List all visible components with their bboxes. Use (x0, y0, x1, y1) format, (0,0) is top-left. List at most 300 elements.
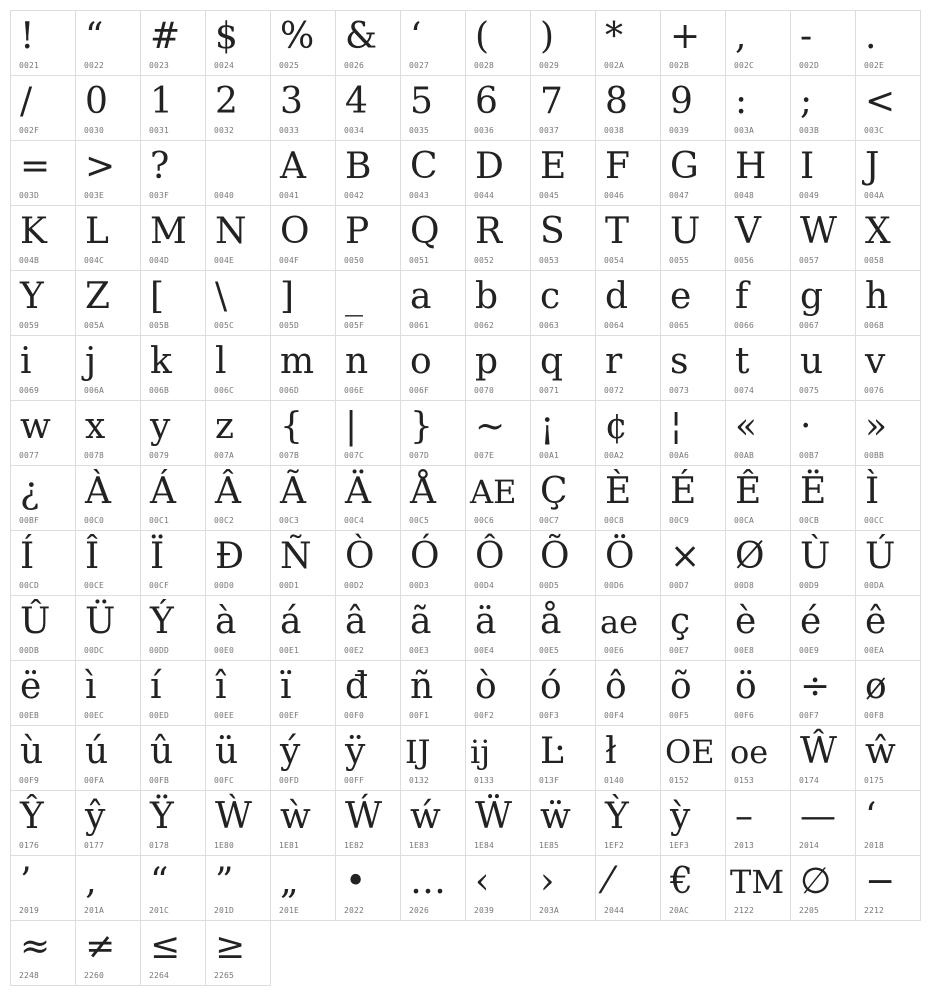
glyph-code-label: 0057 (799, 256, 820, 265)
glyph-code-label: 0072 (604, 386, 625, 395)
glyph-character: l (215, 341, 227, 382)
glyph-cell (530, 725, 596, 791)
glyph-code-label: 00D8 (734, 581, 755, 590)
glyph-code-label: 00F7 (799, 711, 820, 720)
glyph-cell (400, 725, 466, 791)
glyph-cell (270, 725, 336, 791)
glyph-character: ≈ (20, 926, 51, 967)
glyph-character: ~ (475, 406, 506, 447)
glyph-code-label: 00CF (149, 581, 170, 590)
glyph-character: ì (85, 666, 97, 707)
glyph-cell (660, 530, 726, 596)
glyph-cell (595, 400, 661, 466)
glyph-character: o (410, 341, 432, 382)
glyph-cell (400, 335, 466, 401)
glyph-character: … (410, 861, 446, 902)
glyph-cell (75, 335, 141, 401)
glyph-code-label: 0048 (734, 191, 755, 200)
glyph-character: 3 (280, 81, 303, 122)
glyph-cell (400, 10, 466, 76)
glyph-character: ó (540, 666, 562, 707)
glyph-character: ( (475, 16, 490, 57)
glyph-character: ÿ (345, 731, 366, 772)
glyph-character: Ŀ (540, 731, 564, 772)
glyph-cell (400, 660, 466, 726)
glyph-cell (400, 140, 466, 206)
glyph-character: ø (865, 666, 887, 707)
glyph-cell (270, 140, 336, 206)
glyph-cell (725, 660, 791, 726)
glyph-code-label: 002A (604, 61, 625, 70)
glyph-cell (10, 725, 76, 791)
glyph-cell (790, 595, 856, 661)
glyph-cell (855, 400, 921, 466)
glyph-character: ẁ (280, 796, 311, 837)
glyph-character: V (735, 211, 761, 252)
glyph-code-label: 0054 (604, 256, 625, 265)
glyph-cell (140, 855, 206, 921)
glyph-character: 0 (85, 81, 108, 122)
glyph-character: · (800, 406, 812, 447)
glyph-cell (75, 10, 141, 76)
glyph-code-label: 005C (214, 321, 235, 330)
glyph-character: ö (735, 666, 757, 707)
glyph-character: E (540, 146, 567, 187)
glyph-cell (660, 465, 726, 531)
glyph-code-label: 2212 (864, 906, 885, 915)
glyph-code-label: 2018 (864, 841, 885, 850)
glyph-cell (595, 465, 661, 531)
glyph-cell (660, 595, 726, 661)
glyph-code-label: 00C2 (214, 516, 235, 525)
glyph-cell (790, 140, 856, 206)
glyph-character: ‹ (475, 861, 490, 902)
glyph-code-label: 00CC (864, 516, 885, 525)
glyph-character: j (85, 341, 97, 382)
glyph-character: H (735, 146, 767, 187)
glyph-code-label: 0034 (344, 126, 365, 135)
glyph-code-label: 201A (84, 906, 105, 915)
glyph-code-label: 0032 (214, 126, 235, 135)
glyph-code-label: 0055 (669, 256, 690, 265)
glyph-code-label: 0133 (474, 776, 495, 785)
glyph-code-label: 00F0 (344, 711, 365, 720)
glyph-cell (660, 790, 726, 856)
glyph-cell (855, 75, 921, 141)
glyph-character: N (215, 211, 247, 252)
glyph-cell (205, 140, 271, 206)
glyph-character: Ë (800, 471, 827, 512)
glyph-code-label: 0049 (799, 191, 820, 200)
glyph-code-label: 006D (279, 386, 300, 395)
glyph-character: T (605, 211, 630, 252)
glyph-character: ẃ (410, 796, 441, 837)
glyph-code-label: 00E2 (344, 646, 365, 655)
glyph-code-label: 006B (149, 386, 170, 395)
glyph-cell (530, 790, 596, 856)
glyph-code-label: 1E85 (539, 841, 560, 850)
glyph-code-label: 00D9 (799, 581, 820, 590)
glyph-code-label: 00FD (279, 776, 300, 785)
glyph-character: Û (20, 601, 51, 642)
glyph-code-label: 1E83 (409, 841, 430, 850)
glyph-character: ł (605, 731, 617, 772)
glyph-code-label: 0079 (149, 451, 170, 460)
glyph-character: Ï (150, 536, 165, 577)
glyph-cell (855, 335, 921, 401)
glyph-cell (10, 205, 76, 271)
glyph-cell (530, 400, 596, 466)
glyph-character: û (150, 731, 174, 772)
glyph-code-label: 00F9 (19, 776, 40, 785)
glyph-cell (140, 530, 206, 596)
glyph-character: ù (20, 731, 44, 772)
glyph-cell (530, 595, 596, 661)
glyph-cell (205, 530, 271, 596)
glyph-code-label: 00DB (19, 646, 40, 655)
glyph-cell (270, 790, 336, 856)
glyph-character: — (800, 796, 836, 837)
glyph-cell (465, 10, 531, 76)
glyph-code-label: 00E9 (799, 646, 820, 655)
glyph-code-label: 00A2 (604, 451, 625, 460)
glyph-cell (465, 530, 531, 596)
glyph-cell (335, 10, 401, 76)
glyph-character: ; (800, 81, 813, 122)
glyph-character: É (670, 471, 697, 512)
glyph-code-label: 0132 (409, 776, 430, 785)
glyph-code-label: 1E81 (279, 841, 300, 850)
glyph-code-label: 00C4 (344, 516, 365, 525)
glyph-code-label: 0063 (539, 321, 560, 330)
glyph-character: e (670, 276, 692, 317)
glyph-character: L (85, 211, 109, 252)
glyph-code-label: 00F3 (539, 711, 560, 720)
glyph-character: p (475, 341, 499, 382)
glyph-code-label: 0046 (604, 191, 625, 200)
glyph-character: - (800, 16, 813, 57)
glyph-cell (725, 335, 791, 401)
glyph-cell (335, 725, 401, 791)
glyph-cell (140, 595, 206, 661)
glyph-character: K (20, 211, 47, 252)
glyph-character: z (215, 406, 234, 447)
glyph-character: » (865, 406, 888, 447)
glyph-character: õ (670, 666, 692, 707)
glyph-code-label: 0036 (474, 126, 495, 135)
glyph-character: − (865, 861, 896, 902)
glyph-cell (465, 75, 531, 141)
glyph-character: b (475, 276, 499, 317)
glyph-code-label: 00CE (84, 581, 105, 590)
glyph-code-label: 2205 (799, 906, 820, 915)
glyph-character: d (605, 276, 629, 317)
glyph-cell (140, 10, 206, 76)
glyph-cell (855, 855, 921, 921)
glyph-cell (10, 400, 76, 466)
glyph-cell (10, 660, 76, 726)
glyph-code-label: 005B (149, 321, 170, 330)
glyph-code-label: 00FF (344, 776, 365, 785)
glyph-code-label: 2026 (409, 906, 430, 915)
glyph-cell (660, 10, 726, 76)
glyph-character: k (150, 341, 172, 382)
glyph-code-label: 005D (279, 321, 300, 330)
glyph-code-label: 2122 (734, 906, 755, 915)
glyph-code-label: 00EB (19, 711, 40, 720)
glyph-code-label: 0176 (19, 841, 40, 850)
glyph-code-label: 00EC (84, 711, 105, 720)
glyph-grid (10, 10, 920, 985)
glyph-cell (335, 530, 401, 596)
glyph-character: ü (215, 731, 239, 772)
glyph-character: ¿ (20, 471, 40, 512)
glyph-code-label: 0022 (84, 61, 105, 70)
glyph-code-label: 0041 (279, 191, 300, 200)
glyph-code-label: 00FB (149, 776, 170, 785)
glyph-cell (855, 205, 921, 271)
glyph-code-label: 00EA (864, 646, 885, 655)
glyph-code-label: 006E (344, 386, 365, 395)
glyph-character: đ (345, 666, 369, 707)
glyph-code-label: 00E6 (604, 646, 625, 655)
glyph-cell (205, 790, 271, 856)
glyph-cell (790, 530, 856, 596)
glyph-cell (790, 335, 856, 401)
glyph-character: Ç (540, 471, 568, 512)
glyph-character: g (800, 276, 824, 317)
glyph-character: % (280, 16, 315, 57)
glyph-cell (400, 530, 466, 596)
glyph-character: Ô (475, 536, 505, 577)
glyph-character: B (345, 146, 372, 187)
glyph-code-label: 0038 (604, 126, 625, 135)
glyph-character: „ (280, 861, 299, 902)
glyph-character: n (345, 341, 369, 382)
glyph-code-label: 00A1 (539, 451, 560, 460)
glyph-character: } (410, 406, 433, 447)
glyph-cell (75, 270, 141, 336)
glyph-code-label: 007A (214, 451, 235, 460)
glyph-character: ¦ (670, 406, 683, 447)
glyph-cell (140, 140, 206, 206)
glyph-character: ’ (20, 861, 32, 902)
glyph-character: . (865, 16, 877, 57)
glyph-character: U (670, 211, 701, 252)
glyph-character: 8 (605, 81, 628, 122)
glyph-code-label: 201D (214, 906, 235, 915)
glyph-cell (725, 10, 791, 76)
glyph-code-label: 0042 (344, 191, 365, 200)
glyph-character: Q (410, 211, 440, 252)
glyph-code-label: 2044 (604, 906, 625, 915)
glyph-code-label: 1E82 (344, 841, 365, 850)
glyph-cell (855, 595, 921, 661)
glyph-code-label: 00E8 (734, 646, 755, 655)
glyph-code-label: 00CD (19, 581, 40, 590)
glyph-character: : (735, 81, 748, 122)
glyph-cell (75, 530, 141, 596)
glyph-cell (335, 335, 401, 401)
glyph-cell (595, 595, 661, 661)
glyph-character: { (280, 406, 303, 447)
glyph-character: à (215, 601, 237, 642)
glyph-code-label: 0152 (669, 776, 690, 785)
glyph-character: ae (600, 603, 639, 641)
glyph-cell (205, 335, 271, 401)
glyph-code-label: 004E (214, 256, 235, 265)
glyph-character: ô (605, 666, 627, 707)
glyph-character: Ẅ (475, 796, 513, 837)
glyph-code-label: 203A (539, 906, 560, 915)
glyph-cell (335, 465, 401, 531)
glyph-character: 6 (475, 81, 498, 122)
glyph-character: IJ (405, 733, 431, 771)
glyph-cell (790, 465, 856, 531)
glyph-cell (205, 10, 271, 76)
glyph-character: Ê (735, 471, 762, 512)
glyph-character: = (20, 146, 51, 187)
glyph-character: Ü (85, 601, 116, 642)
glyph-character: 7 (540, 81, 563, 122)
glyph-code-label: 007D (409, 451, 430, 460)
glyph-code-label: 0061 (409, 321, 430, 330)
glyph-cell (75, 855, 141, 921)
glyph-character: O (280, 211, 310, 252)
glyph-cell (855, 10, 921, 76)
glyph-cell (855, 465, 921, 531)
glyph-code-label: 00CA (734, 516, 755, 525)
glyph-cell (790, 205, 856, 271)
glyph-cell (10, 530, 76, 596)
glyph-code-label: 00D3 (409, 581, 430, 590)
glyph-cell (725, 790, 791, 856)
glyph-cell (790, 75, 856, 141)
glyph-cell (465, 855, 531, 921)
glyph-code-label: 002E (864, 61, 885, 70)
glyph-character: 9 (670, 81, 693, 122)
glyph-character: Ẁ (215, 796, 253, 837)
glyph-code-label: 0029 (539, 61, 560, 70)
glyph-character: ÷ (800, 666, 831, 707)
glyph-cell (140, 725, 206, 791)
glyph-cell (400, 270, 466, 336)
glyph-cell (465, 790, 531, 856)
glyph-character: ) (540, 16, 555, 57)
glyph-cell (400, 790, 466, 856)
glyph-code-label: 00DC (84, 646, 105, 655)
glyph-code-label: 0073 (669, 386, 690, 395)
glyph-code-label: 00E4 (474, 646, 495, 655)
glyph-code-label: 00F5 (669, 711, 690, 720)
glyph-cell (790, 270, 856, 336)
glyph-code-label: 00FC (214, 776, 235, 785)
glyph-code-label: 2013 (734, 841, 755, 850)
glyph-code-label: 0045 (539, 191, 560, 200)
glyph-cell (10, 790, 76, 856)
glyph-cell (270, 75, 336, 141)
glyph-character: ” (215, 861, 234, 902)
glyph-code-label: 006A (84, 386, 105, 395)
glyph-character: ŵ (865, 731, 896, 772)
glyph-character: W (800, 211, 838, 252)
glyph-cell (205, 270, 271, 336)
glyph-cell (140, 920, 206, 986)
glyph-character: Å (410, 471, 436, 512)
glyph-character: Ŵ (800, 731, 838, 772)
glyph-cell (75, 400, 141, 466)
glyph-character: ã (410, 601, 432, 642)
glyph-code-label: 0065 (669, 321, 690, 330)
glyph-code-label: 0071 (539, 386, 560, 395)
glyph-code-label: 00BF (19, 516, 40, 525)
glyph-character: Õ (540, 536, 570, 577)
glyph-code-label: 00D2 (344, 581, 365, 590)
glyph-character: | (345, 406, 358, 447)
glyph-cell (595, 75, 661, 141)
glyph-cell (335, 790, 401, 856)
glyph-cell (855, 530, 921, 596)
glyph-code-label: 004C (84, 256, 105, 265)
glyph-character: ê (865, 601, 887, 642)
glyph-code-label: 00B7 (799, 451, 820, 460)
glyph-cell (75, 660, 141, 726)
glyph-cell (10, 140, 76, 206)
glyph-character: c (540, 276, 561, 317)
glyph-character: ≠ (85, 926, 116, 967)
glyph-character: è (735, 601, 757, 642)
glyph-cell (10, 855, 76, 921)
glyph-character: “ (150, 861, 169, 902)
glyph-code-label: 004A (864, 191, 885, 200)
glyph-code-label: 2264 (149, 971, 170, 980)
glyph-character: Ò (345, 536, 375, 577)
glyph-code-label: 004D (149, 256, 170, 265)
glyph-character: ! (20, 16, 35, 57)
glyph-code-label: 007B (279, 451, 300, 460)
glyph-cell (75, 205, 141, 271)
glyph-code-label: 0074 (734, 386, 755, 395)
glyph-character: & (345, 16, 378, 57)
glyph-code-label: 005A (84, 321, 105, 330)
glyph-character: A (280, 146, 306, 187)
glyph-character: é (800, 601, 822, 642)
glyph-cell (855, 140, 921, 206)
glyph-cell (660, 660, 726, 726)
glyph-cell (10, 75, 76, 141)
glyph-code-label: 00E3 (409, 646, 430, 655)
glyph-code-label: 201E (279, 906, 300, 915)
glyph-character: ú (85, 731, 109, 772)
glyph-cell (270, 270, 336, 336)
glyph-cell (335, 855, 401, 921)
glyph-cell (530, 205, 596, 271)
glyph-cell (725, 465, 791, 531)
glyph-character: ç (670, 601, 691, 642)
glyph-character: , (735, 16, 747, 57)
glyph-code-label: 2019 (19, 906, 40, 915)
glyph-character: ¡ (540, 406, 555, 447)
glyph-code-label: 00DA (864, 581, 885, 590)
glyph-code-label: 0033 (279, 126, 300, 135)
glyph-code-label: 003C (864, 126, 885, 135)
glyph-code-label: 003F (149, 191, 170, 200)
glyph-character: î (215, 666, 227, 707)
glyph-cell (595, 140, 661, 206)
glyph-character: oe (730, 733, 769, 771)
glyph-code-label: 00DD (149, 646, 170, 655)
glyph-character: h (865, 276, 889, 317)
